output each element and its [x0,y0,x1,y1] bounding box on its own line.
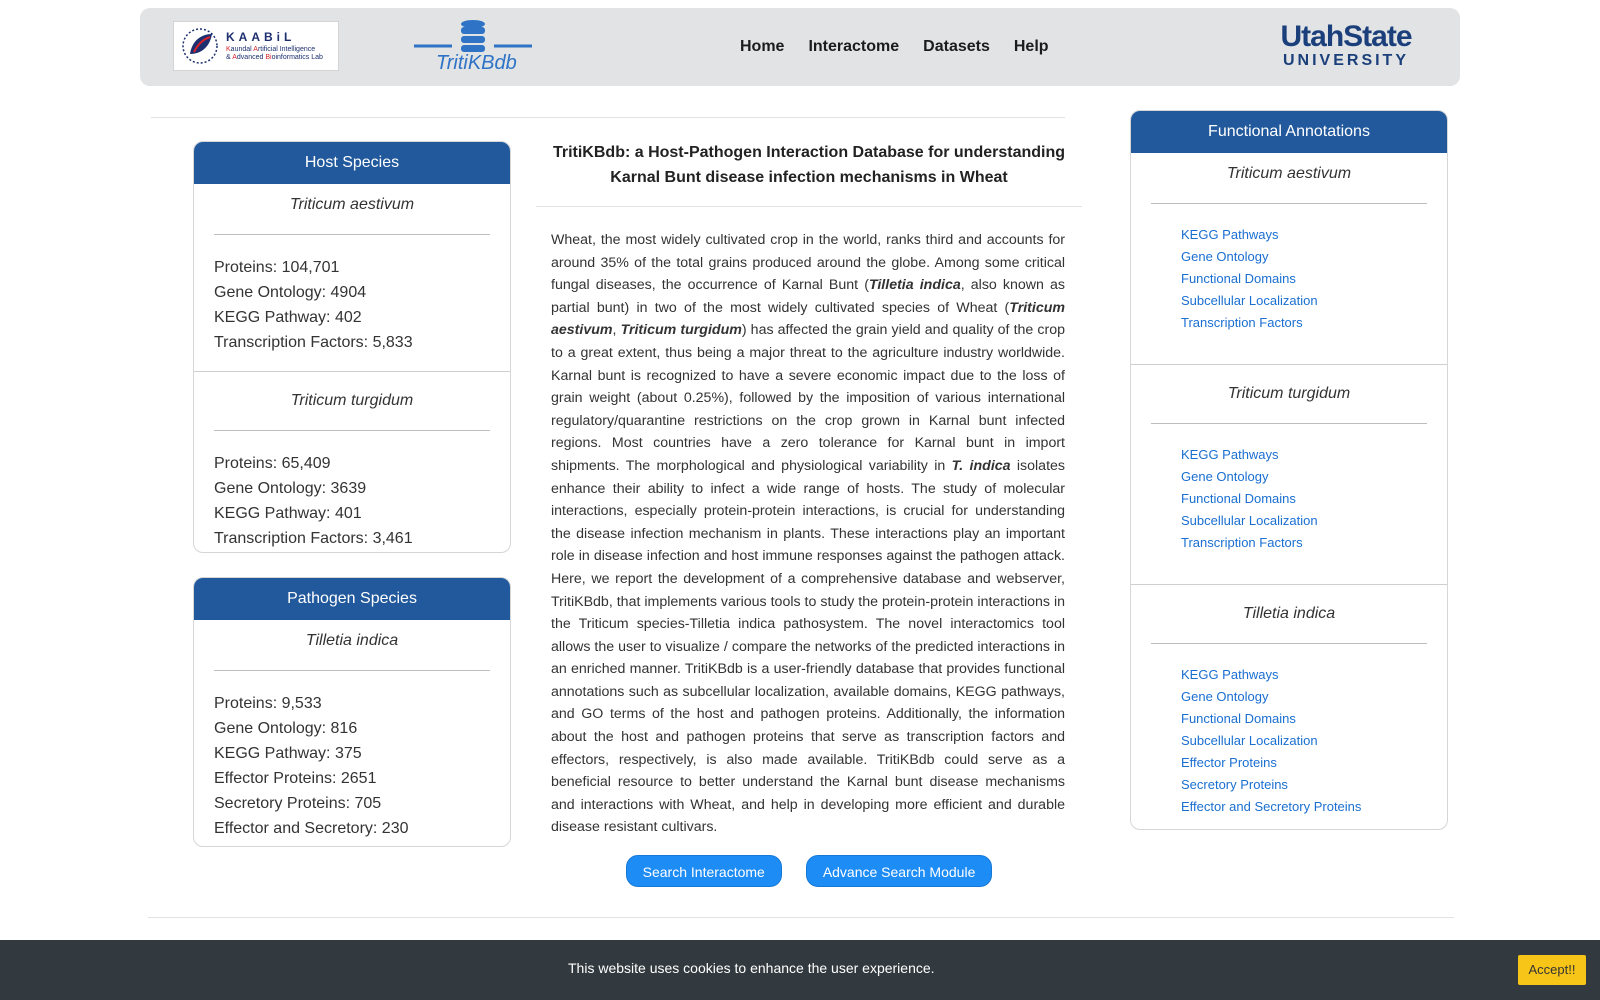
stat-kegg-pathway: KEGG Pathway: 375 [214,745,362,762]
kaabil-subtitle: Kaundal Artificial Intelligence & Advanced Bioinformatics Lab [226,45,323,61]
host-species-title: Host Species [194,142,510,184]
usu-logo-line1: UtahState [1280,20,1412,53]
kaabil-logo[interactable] [173,21,339,71]
link-transcription-factors[interactable]: Transcription Factors [1181,535,1303,550]
cookie-message: This website uses cookies to enhance the user experience. [568,960,935,976]
link-effector-proteins[interactable]: Effector Proteins [1181,755,1277,770]
nav-home[interactable]: Home [740,38,785,55]
species-block-tilletia-indica [194,620,510,841]
stat-gene-ontology: Gene Ontology: 816 [214,720,358,737]
main-content [536,118,1082,880]
intro-paragraph: Wheat, the most widely cultivated crop in the world, ranks third and accounts for around 35% of the total grains produced around the globe. Among some critical fungal diseases, the occurrence of Karnal Bunt (Tilletia indica, also known as partial bunt) in two of the most widely cultivated species of Wheat (Triticum aestivum, Triticum turgidum) has affected the grain yield and quality of the crop to a great extent, thus being a major threat to the agriculture industry worldwide. Karnal bunt is recognized to have a severe economic impact due to the loss of grain weight (about 0.25%), followed by the imposition of various international regulatory/quarantine restrictions on the crop grown in Karnal bunt infected regions. Most countries have a zero tolerance for Karnal bunt in import shipments. The morphological and physiological variability in T. indica isolates enhance their ability to infect a wide range of hosts. The study of molecular interactions, especially protein-protein interactions, is crucial for understanding the disease infection mechanism in plants. These interactions play an important role in disease infection and host immune responses against the pathogen attack. Here, we report the development of a comprehensive database and webserver, TritiKBdb, that implements various tools to study the protein-protein interactions in the Triticum species-Tilletia indica pathosystem. The novel interactomics tool allows the user to visualize / compare the networks of the predicted interactions in an enriched manner. TritiKBdb is a user-friendly database that provides functional annotations such as subcellular localization, available domains, KEGG pathways, and GO terms of the host and pathogen proteins. Additionally, the information about the host and pathogen proteins that serve as transcription factors and effectors, respectively, is also made available. TritiKBdb could serve as a beneficial resource to better understand the Karnal bunt disease mechanisms and interactions with Wheat, and help in developing more efficient and durable disease resistant cultivars. [551,232,1065,836]
stat-secretory-proteins: Secretory Proteins: 705 [214,795,382,812]
tritikbdb-logo[interactable] [414,18,534,78]
stat-proteins: Proteins: 65,409 [214,455,331,472]
species-name: Triticum aestivum [1226,165,1352,182]
link-gene-ontology[interactable]: Gene Ontology [1181,469,1269,484]
host-species-card [193,141,511,553]
link-gene-ontology[interactable]: Gene Ontology [1181,689,1269,704]
functional-annotations-title: Functional Annotations [1131,111,1447,153]
stat-proteins: Proteins: 104,701 [214,259,340,276]
annotation-block-triticum-aestivum [1131,153,1447,365]
link-functional-domains[interactable]: Functional Domains [1181,711,1296,726]
pathogen-species-card [193,577,511,847]
cookie-accept-button[interactable]: Accept!! [1518,955,1586,985]
functional-annotations-card [1130,110,1448,830]
link-transcription-factors[interactable]: Transcription Factors [1181,315,1303,330]
cookie-banner [0,940,1600,1000]
link-secretory-proteins[interactable]: Secretory Proteins [1181,777,1288,792]
utah-state-logo[interactable] [1266,22,1426,69]
nav-datasets[interactable]: Datasets [923,38,990,55]
link-effector-and-secretory-proteins[interactable]: Effector and Secretory Proteins [1181,799,1362,814]
annotation-block-triticum-turgidum [1131,365,1447,585]
species-name: Tilletia indica [1242,605,1336,622]
stat-gene-ontology: Gene Ontology: 4904 [214,284,367,301]
page-title: TritiKBdb: a Host-Pathogen Interaction Database for understanding Karnal Bunt disease infection mechanisms in Wheat [552,144,1066,186]
divider [536,206,1082,207]
species-name: Triticum turgidum [290,392,414,409]
species-name: Triticum turgidum [1227,385,1351,402]
stat-transcription-factors: Transcription Factors: 3,461 [214,530,413,547]
species-block-triticum-aestivum [194,184,510,372]
stat-proteins: Proteins: 9,533 [214,695,322,712]
action-buttons [536,855,1082,887]
link-subcellular-localization[interactable]: Subcellular Localization [1181,733,1318,748]
link-functional-domains[interactable]: Functional Domains [1181,271,1296,286]
stat-transcription-factors: Transcription Factors: 5,833 [214,334,413,351]
stat-kegg-pathway: KEGG Pathway: 401 [214,505,362,522]
pathogen-species-title: Pathogen Species [194,578,510,620]
link-kegg-pathways[interactable]: KEGG Pathways [1181,227,1279,242]
main-nav [740,38,1049,56]
stat-gene-ontology: Gene Ontology: 3639 [214,480,367,497]
kaabil-title: KAABiL [226,29,296,44]
stat-kegg-pathway: KEGG Pathway: 402 [214,309,362,326]
stat-effector-and-secretory: Effector and Secretory: 230 [214,820,409,837]
divider [148,917,1454,918]
site-header [140,8,1460,86]
link-subcellular-localization[interactable]: Subcellular Localization [1181,293,1318,308]
annotation-block-tilletia-indica [1131,585,1447,818]
nav-help[interactable]: Help [1013,38,1049,55]
usu-logo-line2: UNIVERSITY [1282,52,1409,69]
nav-interactome[interactable]: Interactome [808,38,900,55]
stat-effector-proteins: Effector Proteins: 2651 [214,770,377,787]
species-name: Triticum aestivum [289,196,415,213]
tritikbdb-logo-text: TritiKBdb [436,52,517,74]
link-kegg-pathways[interactable]: KEGG Pathways [1181,667,1279,682]
species-block-triticum-turgidum [194,372,510,551]
link-functional-domains[interactable]: Functional Domains [1181,491,1296,506]
species-name: Tilletia indica [305,632,399,649]
link-kegg-pathways[interactable]: KEGG Pathways [1181,447,1279,462]
link-gene-ontology[interactable]: Gene Ontology [1181,249,1269,264]
search-interactome-button[interactable]: Search Interactome [626,855,782,887]
advance-search-module-button[interactable]: Advance Search Module [806,855,993,887]
kaabil-leaf-icon [180,26,220,66]
link-subcellular-localization[interactable]: Subcellular Localization [1181,513,1318,528]
